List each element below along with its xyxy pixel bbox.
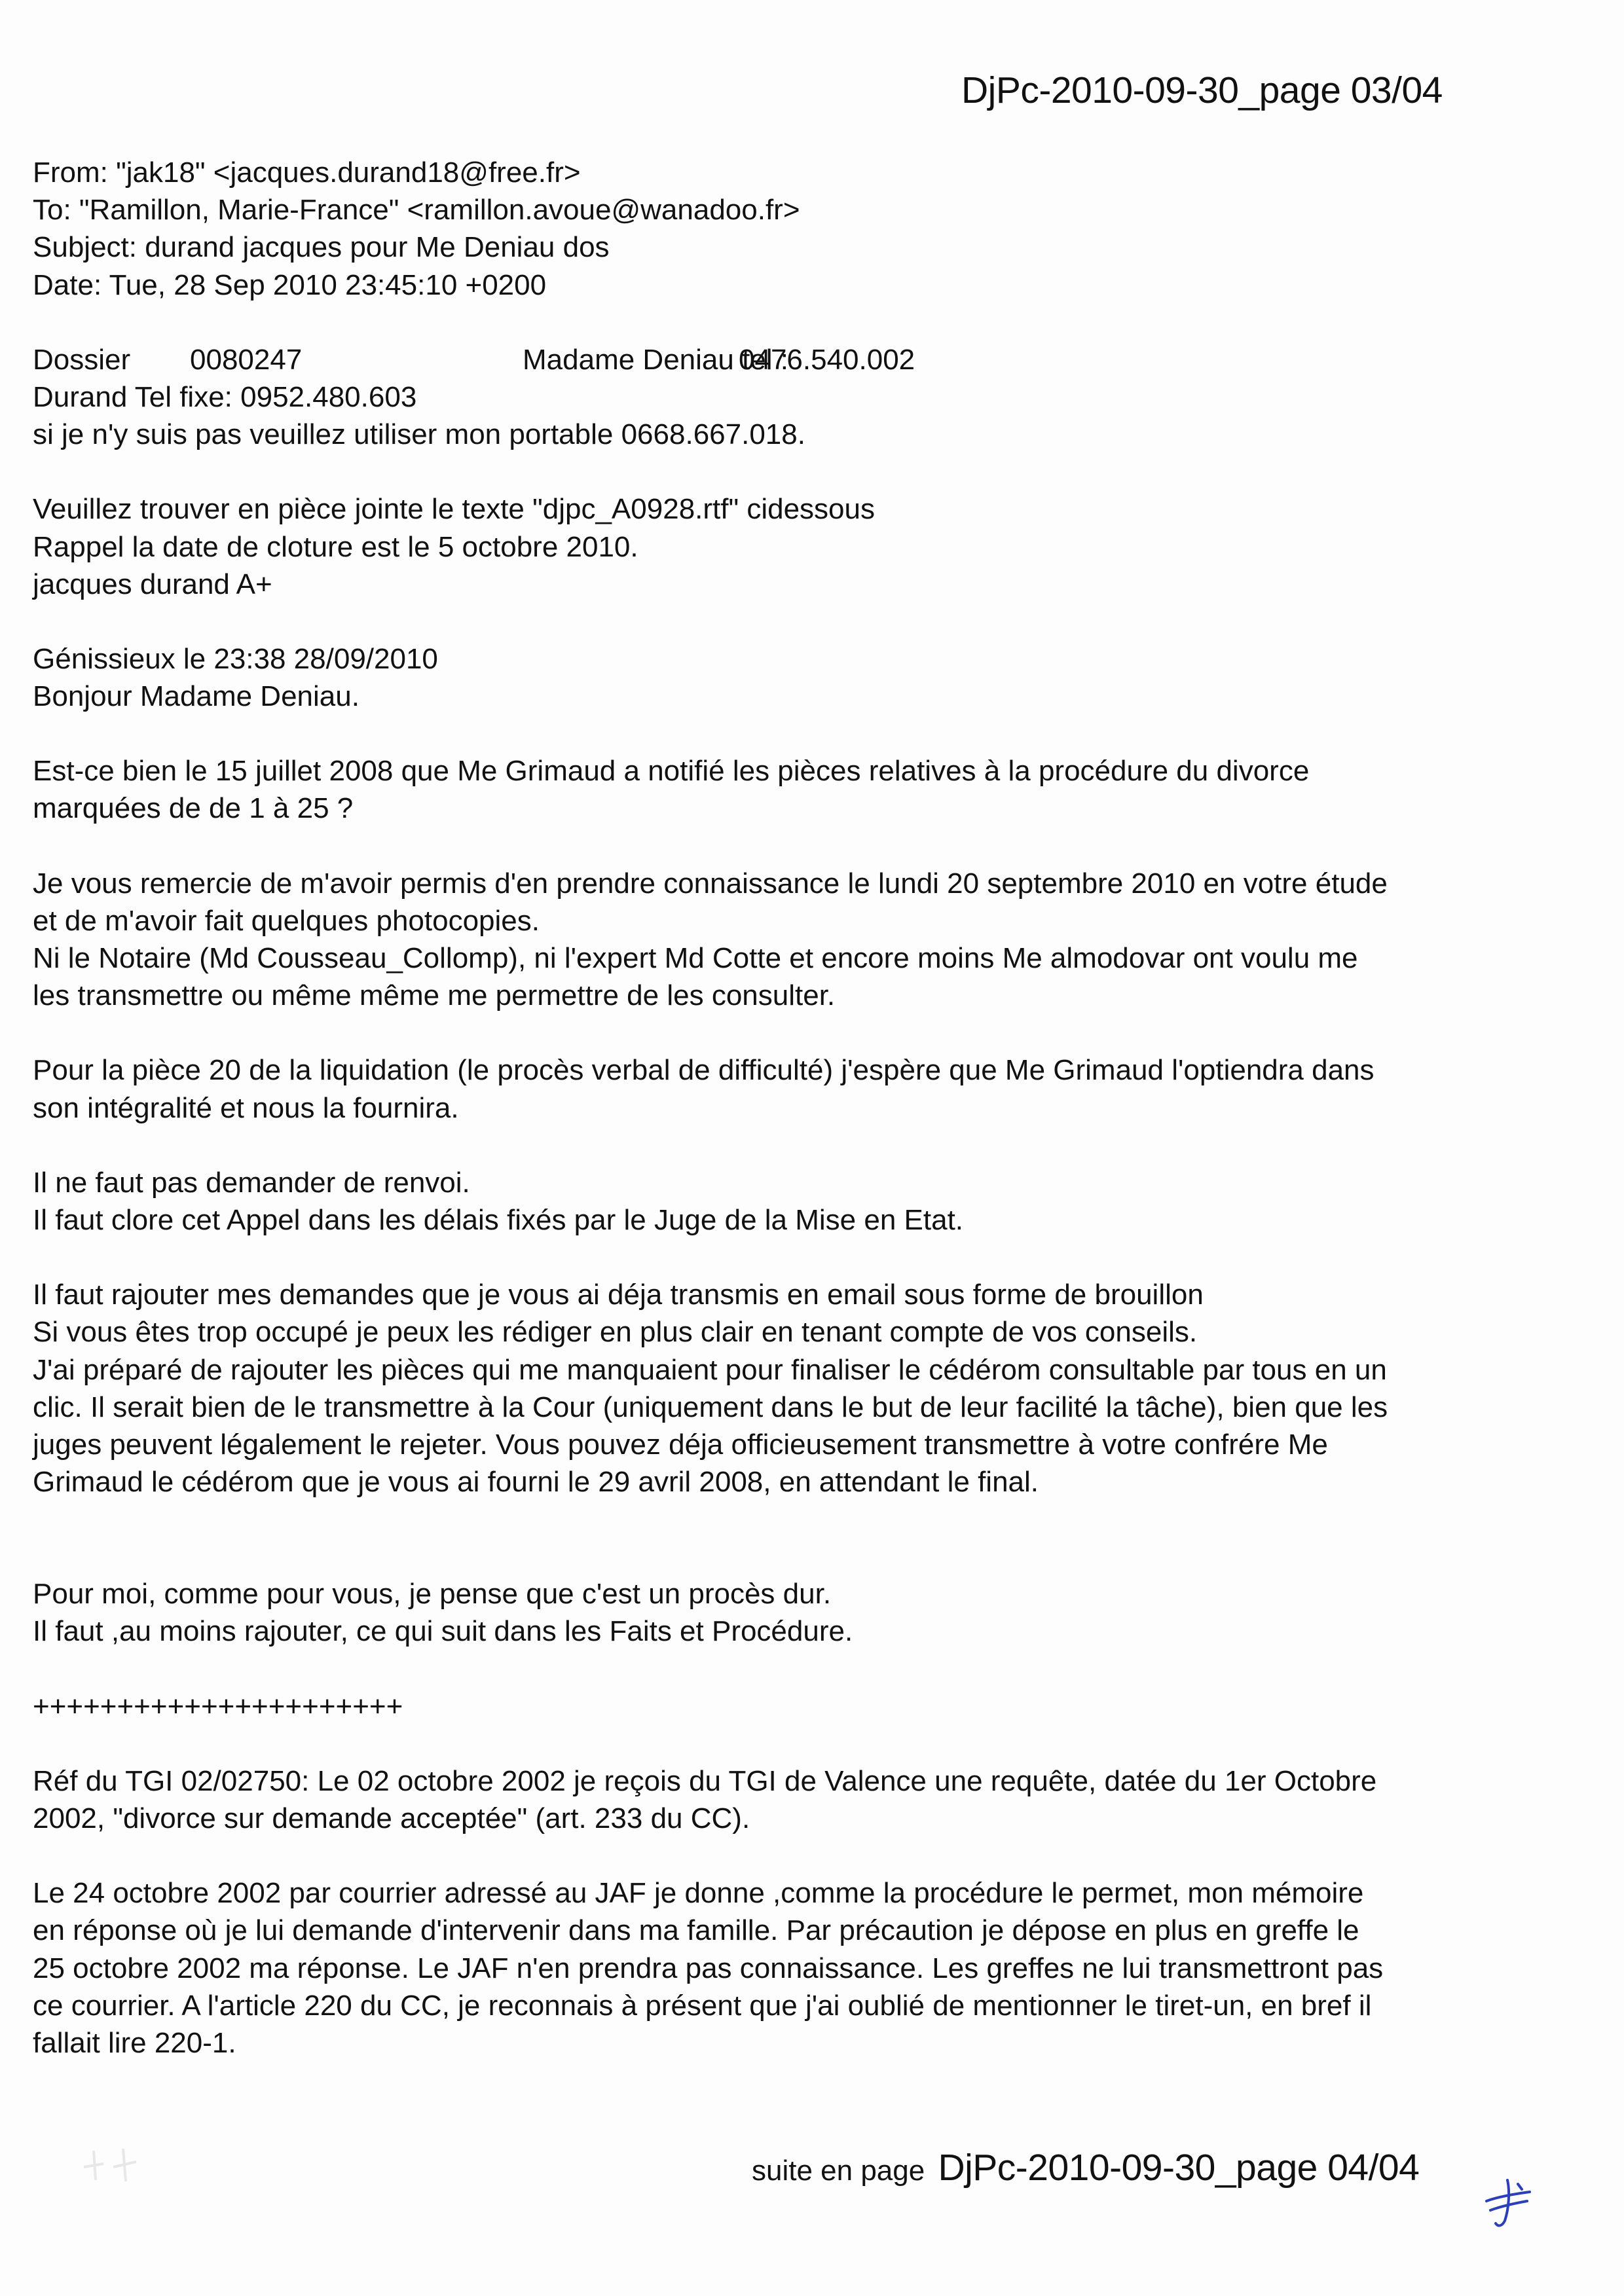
email-to: To: "Ramillon, Marie-France" <ramillon.avoue@wanadoo.fr>	[33, 194, 800, 227]
text-line: 25 octobre 2002 ma réponse. Le JAF n'en prendra pas connaissance. Les greffes ne lui transmettront pas	[33, 1952, 1384, 1984]
letter-body	[33, 154, 1591, 2099]
text-line: Il faut ,au moins rajouter, ce qui suit dans les Faits et Procédure.	[33, 1615, 853, 1648]
text-line: ce courrier. A l'article 220 du CC, je reconnais à présent que j'ai oublié de mentionner le tiret-un, en bref il	[33, 1989, 1372, 2022]
intro-block	[33, 490, 1591, 603]
durand-tel-line: Durand Tel fixe: 0952.480.603	[33, 380, 417, 413]
text-line: en réponse où je lui demande d'intervenir dans ma famille. Par précaution je dépose en plus en greffe le	[33, 1914, 1359, 1947]
paragraph-7	[33, 1762, 1591, 1837]
madame-label: Madame Deniau tel :	[523, 343, 788, 376]
email-subject: Subject: durand jacques pour Me Deniau dos	[33, 231, 610, 264]
text-line: Pour moi, comme pour vous, je pense que c'est un procès dur.	[33, 1578, 832, 1611]
text-line: J'ai préparé de rajouter les pièces qui me manquaient pour finaliser le cédérom consultable par tous en un	[33, 1353, 1387, 1386]
text-line: Réf du TGI 02/02750: Le 02 octobre 2002 je reçois du TGI de Valence une requête, datée du 1er Octobre	[33, 1764, 1377, 1797]
paragraph-6	[33, 1575, 1591, 1650]
handwritten-initials-icon	[1479, 2172, 1538, 2231]
place-date: Génissieux le 23:38 28/09/2010	[33, 642, 438, 675]
text-line: 2002, "divorce sur demande acceptée" (art. 233 du CC).	[33, 1802, 750, 1834]
text-line: Si vous êtes trop occupé je peux les rédiger en plus clair en tenant compte de vos conseils.	[33, 1316, 1198, 1349]
text-line: fallait lire 220-1.	[33, 2026, 236, 2059]
text-line: son intégralité et nous la fournira.	[33, 1091, 459, 1124]
salutation: Bonjour Madame Deniau.	[33, 680, 360, 713]
continuation-note	[752, 2146, 1419, 2189]
email-from: From: "jak18" <jacques.durand18@free.fr>	[33, 156, 581, 189]
intro-line: jacques durand A+	[33, 568, 272, 600]
paragraph-2	[33, 865, 1591, 1015]
text-line: Il faut clore cet Appel dans les délais fixés par le Juge de la Mise en Etat.	[33, 1203, 964, 1236]
continuation-reference: DjPc-2010-09-30_page 04/04	[938, 2147, 1420, 2189]
email-header	[33, 154, 1591, 304]
plus-separator: ++++++++++++++++++++++	[33, 1690, 403, 1722]
paragraph-3	[33, 1051, 1591, 1126]
text-line: Grimaud le cédérom que je vous ai fourni le 29 avril 2008, en attendant le final.	[33, 1466, 1039, 1499]
text-line: Le 24 octobre 2002 par courrier adressé au JAF je donne ,comme la procédure le permet, mon mémoire	[33, 1877, 1364, 1910]
text-line: Pour la pièce 20 de la liquidation (le procès verbal de difficulté) j'espère que Me Grimaud l'optiendra dans	[33, 1054, 1375, 1087]
madame-tel: 0476.540.002	[739, 343, 915, 376]
email-date: Date: Tue, 28 Sep 2010 23:45:10 +0200	[33, 268, 547, 301]
faint-stamp-icon	[77, 2141, 149, 2187]
text-line: et de m'avoir fait quelques photocopies.	[33, 904, 540, 937]
text-line: marquées de de 1 à 25 ?	[33, 792, 354, 825]
separator-block	[33, 1688, 1591, 1725]
page-reference: DjPc-2010-09-30_page 03/04	[961, 69, 1443, 111]
dossier-number: 0080247	[190, 343, 303, 376]
intro-line: Rappel la date de cloture est le 5 octobre 2010.	[33, 530, 638, 563]
contact-block	[33, 341, 1591, 454]
paragraph-5	[33, 1276, 1591, 1501]
paragraph-1	[33, 752, 1591, 827]
dossier-row	[33, 341, 1591, 378]
text-line: Je vous remercie de m'avoir permis d'en prendre connaissance le lundi 20 septembre 2010 en votre étude	[33, 867, 1388, 900]
text-line: clic. Il serait bien de le transmettre à la Cour (uniquement dans le but de leur facilité la tâche), bien que les	[33, 1391, 1388, 1423]
paragraph-8	[33, 1874, 1591, 2062]
dossier-label: Dossier	[33, 343, 131, 376]
text-line: juges peuvent légalement le rejeter. Vous pouvez déja officieusement transmettre à votre confrére Me	[33, 1428, 1328, 1461]
paragraph-4	[33, 1164, 1591, 1239]
text-line: Il ne faut pas demander de renvoi.	[33, 1166, 470, 1199]
text-line: Est-ce bien le 15 juillet 2008 que Me Grimaud a notifié les pièces relatives à la procédure du divorce	[33, 755, 1310, 788]
intro-line: Veuillez trouver en pièce jointe le texte "djpc_A0928.rtf" cidessous	[33, 493, 875, 526]
portable-line: si je n'y suis pas veuillez utiliser mon portable 0668.667.018.	[33, 418, 805, 451]
continuation-prefix: suite en page	[752, 2155, 925, 2187]
text-line: Ni le Notaire (Md Cousseau_Collomp), ni l'expert Md Cotte et encore moins Me almodovar ont voulu me	[33, 942, 1358, 974]
text-line: les transmettre ou même même me permettre de les consulter.	[33, 979, 836, 1012]
greeting-block	[33, 640, 1591, 715]
text-line: Il faut rajouter mes demandes que je vous ai déja transmis en email sous forme de brouillon	[33, 1279, 1204, 1311]
